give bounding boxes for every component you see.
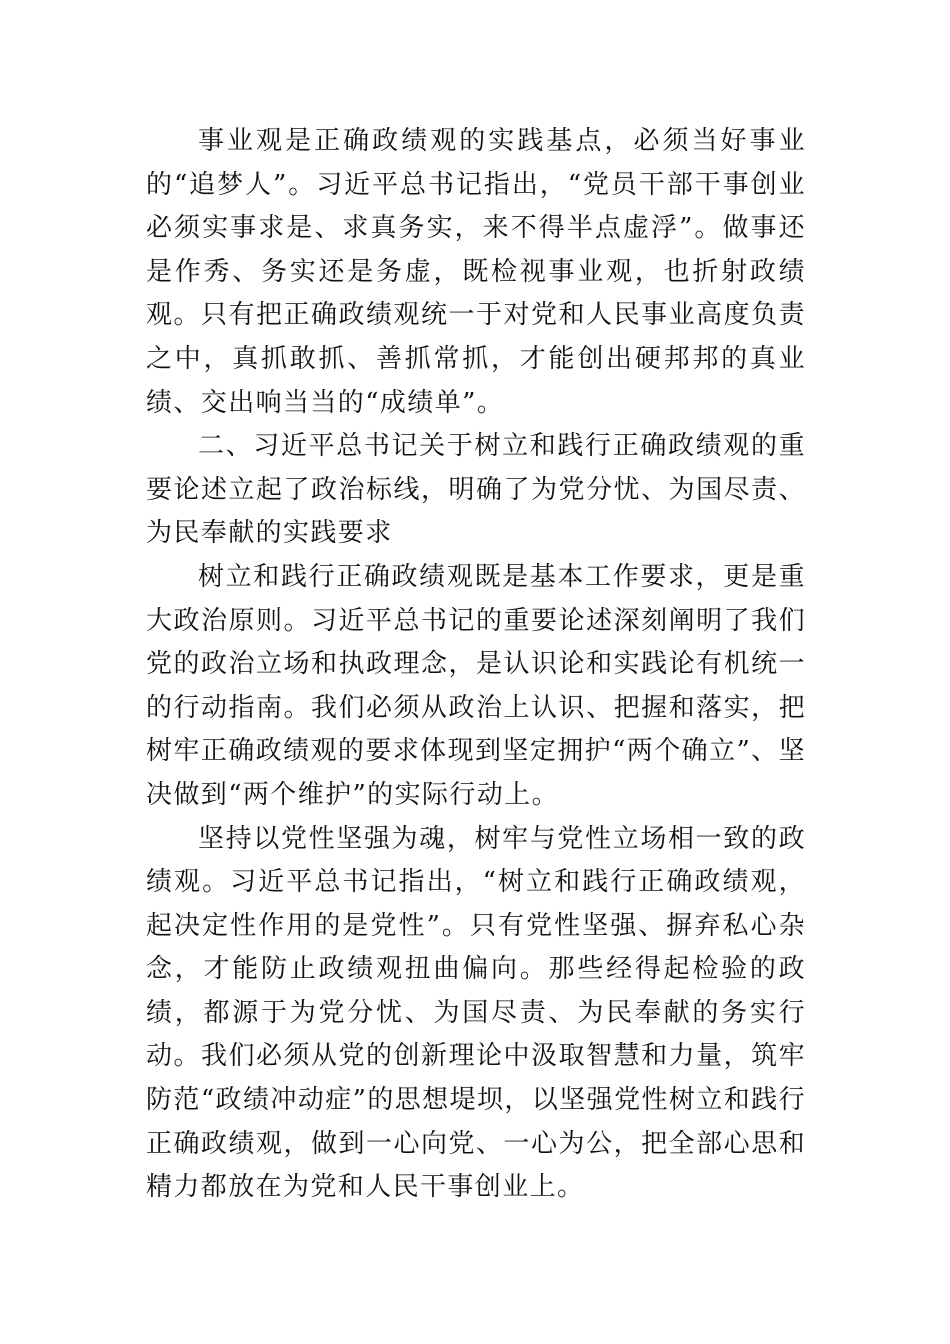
document-body — [146, 120, 806, 1210]
section-heading-two: 二、习近平总书记关于树立和践行正确政绩观的重要论述立起了政治标线，明确了为党分忧、为国尽责、为民奉献的实践要求 — [146, 431, 806, 549]
paragraph-career-view: 事业观是正确政绩观的实践基点，必须当好事业的“追梦人”。习近平总书记指出，“党员干部干事创业必须实事求是、求真务实，来不得半点虚浮”。做事还是作秀、务实还是务虚，既检视事业观，也折射政绩观。只有把正确政绩观统一于对党和人民事业高度负责之中，真抓敢抓、善抓常抓，才能创出硬邦邦的真业绩、交出响当当的“成绩单”。 — [146, 126, 806, 418]
paragraph-political-principle: 树立和践行正确政绩观既是基本工作要求，更是重大政治原则。习近平总书记的重要论述深刻阐明了我们党的政治立场和执政理念，是认识论和实践论有机统一的行动指南。我们必须从政治上认识、把握和落实，把树牢正确政绩观的要求体现到坚定拥护“两个确立”、坚决做到“两个维护”的实际行动上。 — [146, 561, 806, 810]
paragraph-party-spirit: 坚持以党性坚强为魂，树牢与党性立场相一致的政绩观。习近平总书记指出，“树立和践行正确政绩观，起决定性作用的是党性”。只有党性坚强、摒弃私心杂念，才能防止政绩观扭曲偏向。那些经得起检验的政绩，都源于为党分忧、为国尽责、为民奉献的务实行动。我们必须从党的创新理论中汲取智慧和力量，筑牢防范“政绩冲动症”的思想堤坝，以坚强党性树立和践行正确政绩观，做到一心向党、一心为公，把全部心思和精力都放在为党和人民干事创业上。 — [146, 823, 806, 1203]
